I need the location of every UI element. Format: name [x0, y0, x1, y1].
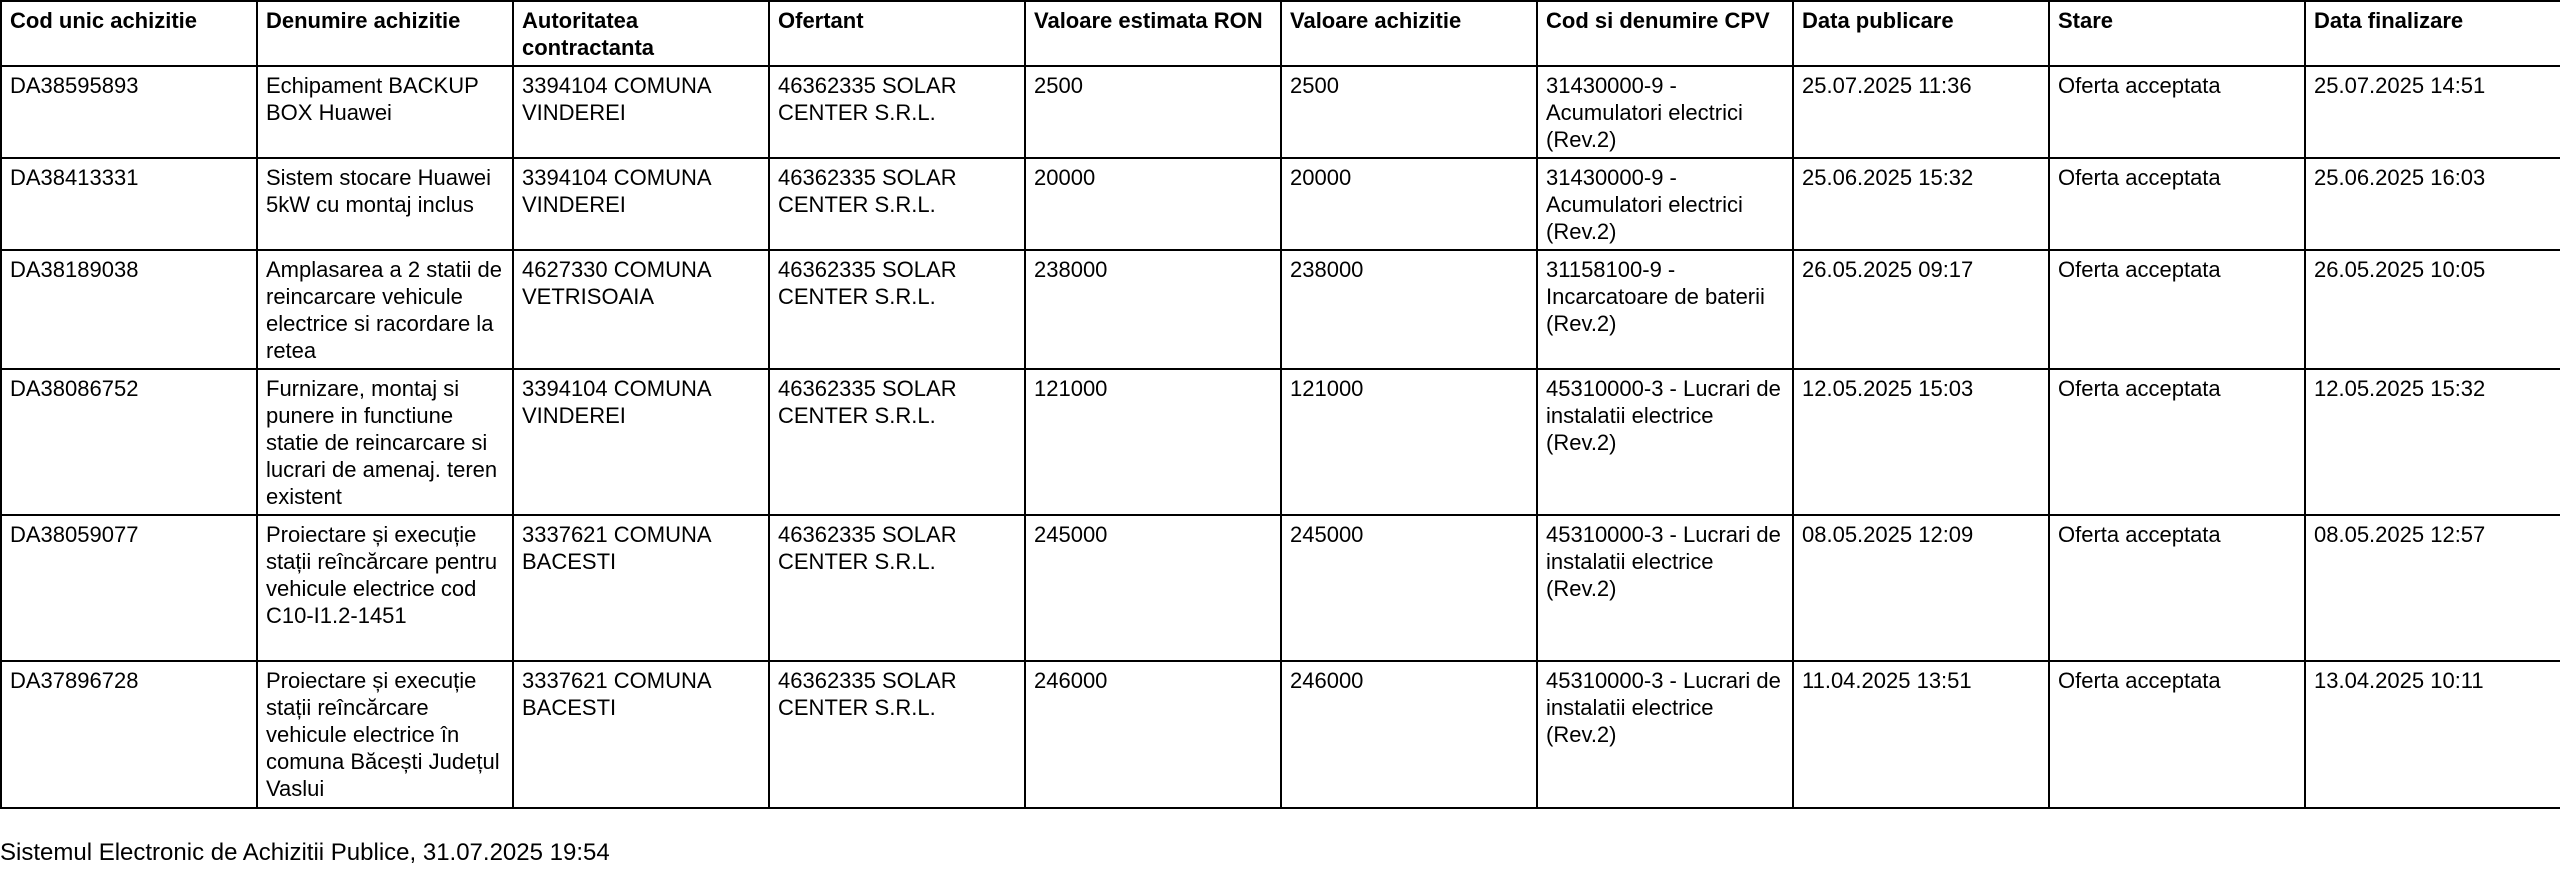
header-cod-unic: Cod unic achizitie	[1, 1, 257, 66]
cell-stare: Oferta acceptata	[2049, 158, 2305, 250]
cell-ofertant: 46362335 SOLAR CENTER S.R.L.	[769, 250, 1025, 369]
table-row	[1, 66, 2560, 158]
cell-valoare-achizitie: 246000	[1281, 661, 1537, 808]
cell-stare: Oferta acceptata	[2049, 515, 2305, 661]
header-ofertant: Ofertant	[769, 1, 1025, 66]
cell-autoritate: 3337621 COMUNA BACESTI	[513, 661, 769, 808]
cell-data-publicare: 08.05.2025 12:09	[1793, 515, 2049, 661]
cell-data-finalizare: 26.05.2025 10:05	[2305, 250, 2560, 369]
cell-autoritate: 3394104 COMUNA VINDEREI	[513, 66, 769, 158]
header-data-finalizare: Data finalizare	[2305, 1, 2560, 66]
header-data-publicare: Data publicare	[1793, 1, 2049, 66]
table-row	[1, 250, 2560, 369]
cell-data-finalizare: 13.04.2025 10:11	[2305, 661, 2560, 808]
cell-denumire: Echipament BACKUP BOX Huawei	[257, 66, 513, 158]
cell-autoritate: 3337621 COMUNA BACESTI	[513, 515, 769, 661]
cell-stare: Oferta acceptata	[2049, 250, 2305, 369]
cell-denumire: Sistem stocare Huawei 5kW cu montaj inclus	[257, 158, 513, 250]
cell-cpv: 31430000-9 - Acumulatori electrici (Rev.2)	[1537, 66, 1793, 158]
header-valoare-achizitie: Valoare achizitie	[1281, 1, 1537, 66]
cell-cod: DA38595893	[1, 66, 257, 158]
cell-stare: Oferta acceptata	[2049, 66, 2305, 158]
cell-valoare-achizitie: 121000	[1281, 369, 1537, 515]
cell-denumire: Furnizare, montaj si punere in functiune statie de reincarcare si lucrari de amenaj. teren existent	[257, 369, 513, 515]
table-header-row	[1, 1, 2560, 66]
cell-cpv: 31158100-9 - Incarcatoare de baterii (Rev.2)	[1537, 250, 1793, 369]
cell-cpv: 31430000-9 - Acumulatori electrici (Rev.2)	[1537, 158, 1793, 250]
cell-data-publicare: 11.04.2025 13:51	[1793, 661, 2049, 808]
cell-autoritate: 4627330 COMUNA VETRISOAIA	[513, 250, 769, 369]
table-row	[1, 369, 2560, 515]
table-row	[1, 661, 2560, 808]
header-autoritate: Autoritatea contractanta	[513, 1, 769, 66]
cell-autoritate: 3394104 COMUNA VINDEREI	[513, 158, 769, 250]
cell-data-publicare: 25.07.2025 11:36	[1793, 66, 2049, 158]
cell-ofertant: 46362335 SOLAR CENTER S.R.L.	[769, 369, 1025, 515]
cell-cpv: 45310000-3 - Lucrari de instalatii electrice (Rev.2)	[1537, 661, 1793, 808]
cell-data-publicare: 12.05.2025 15:03	[1793, 369, 2049, 515]
cell-valoare-achizitie: 2500	[1281, 66, 1537, 158]
cell-valoare-estimata: 20000	[1025, 158, 1281, 250]
cell-cpv: 45310000-3 - Lucrari de instalatii electrice (Rev.2)	[1537, 515, 1793, 661]
header-cpv: Cod si denumire CPV	[1537, 1, 1793, 66]
cell-valoare-achizitie: 238000	[1281, 250, 1537, 369]
header-denumire: Denumire achizitie	[257, 1, 513, 66]
cell-cpv: 45310000-3 - Lucrari de instalatii electrice (Rev.2)	[1537, 369, 1793, 515]
cell-valoare-achizitie: 20000	[1281, 158, 1537, 250]
cell-ofertant: 46362335 SOLAR CENTER S.R.L.	[769, 66, 1025, 158]
cell-data-finalizare: 25.06.2025 16:03	[2305, 158, 2560, 250]
cell-data-publicare: 26.05.2025 09:17	[1793, 250, 2049, 369]
cell-autoritate: 3394104 COMUNA VINDEREI	[513, 369, 769, 515]
cell-stare: Oferta acceptata	[2049, 661, 2305, 808]
footer-generated-note: Sistemul Electronic de Achizitii Publice, 31.07.2025 19:54	[0, 839, 610, 866]
cell-cod: DA38413331	[1, 158, 257, 250]
cell-valoare-achizitie: 245000	[1281, 515, 1537, 661]
cell-stare: Oferta acceptata	[2049, 369, 2305, 515]
cell-denumire: Proiectare și execuție stații reîncărcare vehicule electrice în comuna Băcești Județul Vaslui	[257, 661, 513, 808]
cell-valoare-estimata: 245000	[1025, 515, 1281, 661]
cell-ofertant: 46362335 SOLAR CENTER S.R.L.	[769, 515, 1025, 661]
cell-data-finalizare: 08.05.2025 12:57	[2305, 515, 2560, 661]
cell-valoare-estimata: 246000	[1025, 661, 1281, 808]
cell-cod: DA38189038	[1, 250, 257, 369]
cell-denumire: Proiectare și execuție stații reîncărcare pentru vehicule electrice cod C10-I1.2-1451	[257, 515, 513, 661]
table-row	[1, 158, 2560, 250]
cell-ofertant: 46362335 SOLAR CENTER S.R.L.	[769, 158, 1025, 250]
header-stare: Stare	[2049, 1, 2305, 66]
cell-cod: DA37896728	[1, 661, 257, 808]
cell-cod: DA38059077	[1, 515, 257, 661]
cell-valoare-estimata: 238000	[1025, 250, 1281, 369]
cell-valoare-estimata: 121000	[1025, 369, 1281, 515]
cell-data-finalizare: 12.05.2025 15:32	[2305, 369, 2560, 515]
cell-valoare-estimata: 2500	[1025, 66, 1281, 158]
header-valoare-estimata: Valoare estimata RON	[1025, 1, 1281, 66]
cell-denumire: Amplasarea a 2 statii de reincarcare vehicule electrice si racordare la retea	[257, 250, 513, 369]
table-row	[1, 515, 2560, 661]
cell-cod: DA38086752	[1, 369, 257, 515]
cell-data-publicare: 25.06.2025 15:32	[1793, 158, 2049, 250]
cell-ofertant: 46362335 SOLAR CENTER S.R.L.	[769, 661, 1025, 808]
cell-data-finalizare: 25.07.2025 14:51	[2305, 66, 2560, 158]
